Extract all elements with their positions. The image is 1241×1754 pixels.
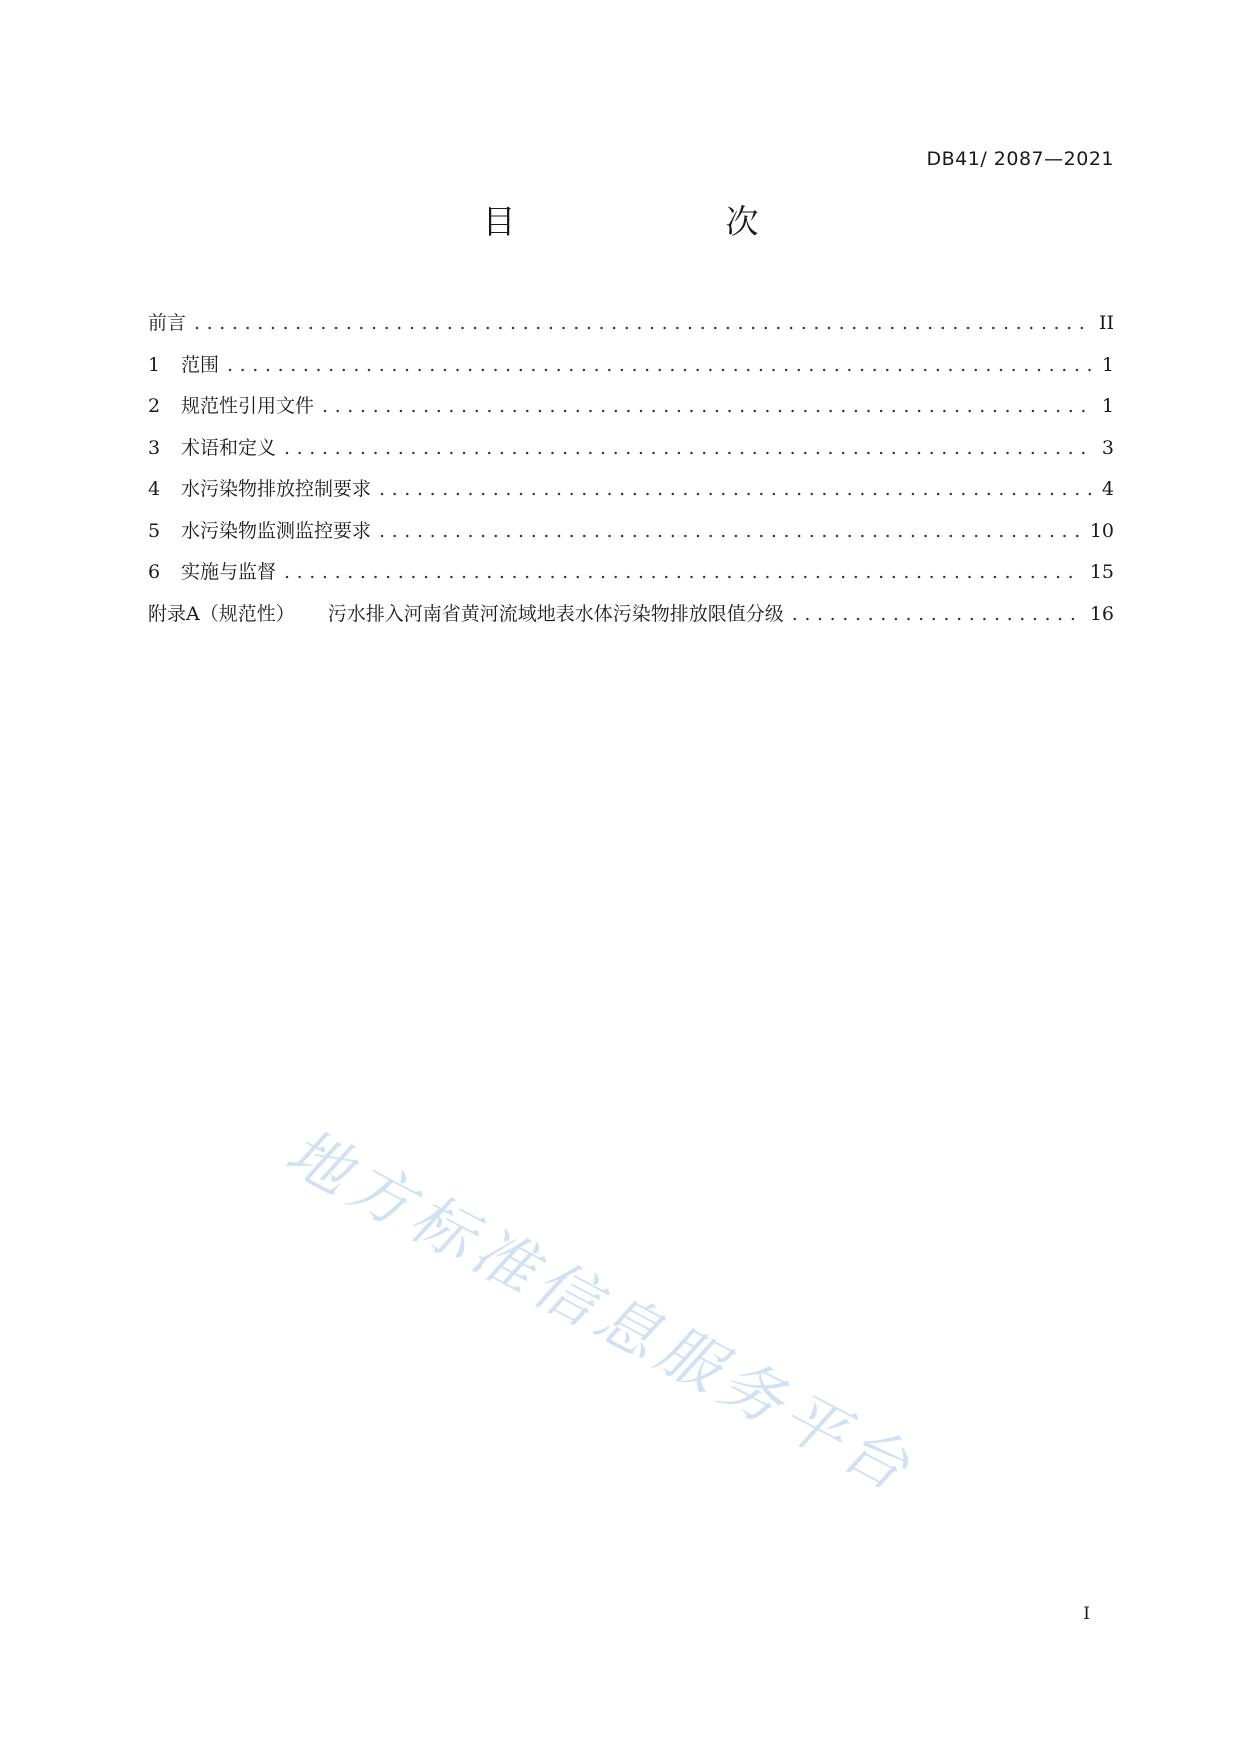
toc-leader-dots [284,561,1082,583]
toc-entry-page: 10 [1089,519,1114,542]
watermark: 地方标准信息服务平台 [274,1114,927,1508]
toc-entry-number: 2 [148,395,161,417]
toc-entry-number: 3 [148,436,161,459]
toc-entry-5[interactable] [148,516,1114,558]
toc-entry-prefix: 附录A（规范性） [148,602,295,625]
toc-entry-2[interactable] [148,391,1114,433]
toc-entry-page: 1 [1101,395,1114,417]
toc-leader-dots [792,603,1082,625]
document-code: DB41/ 2087—2021 [926,148,1114,170]
toc-entry-label: 范围 [181,353,220,376]
toc-entry-page: II [1098,312,1114,334]
toc-entry-page: 16 [1089,602,1114,625]
toc-entry-page: 3 [1101,436,1114,459]
toc-entry-page: 4 [1101,478,1114,500]
toc-leader-dots [284,437,1094,459]
toc-entry-number: 5 [148,519,161,542]
toc-entry-number: 4 [148,478,161,500]
toc-entry-label: 水污染物监测监控要求 [181,519,372,542]
toc-entry-label: 规范性引用文件 [181,395,315,417]
table-of-contents [148,308,1114,640]
toc-leader-dots [194,312,1091,334]
toc-entry-4[interactable] [148,474,1114,516]
toc-entry-label: 术语和定义 [181,436,277,459]
toc-leader-dots [379,520,1082,542]
page-title: 目 次 [482,202,807,241]
page-number: I [1083,1604,1090,1624]
toc-entry-label: 污水排入河南省黄河流域地表水体污染物排放限值分级 [327,602,784,625]
toc-entry-number: 1 [148,353,161,376]
toc-entry-page: 1 [1101,353,1114,376]
toc-entry-label: 前言 [148,312,187,334]
toc-leader-dots [379,478,1094,500]
toc-entry-appendix-a[interactable] [148,599,1114,641]
toc-leader-dots [227,354,1094,376]
toc-entry-6[interactable] [148,557,1114,599]
toc-entry-3[interactable] [148,433,1114,475]
toc-leader-dots [322,395,1094,417]
toc-entry-1[interactable] [148,350,1114,392]
toc-entry-number: 6 [148,561,161,583]
toc-entry-page: 15 [1089,561,1114,583]
toc-entry-label: 实施与监督 [181,561,277,583]
toc-entry-label: 水污染物排放控制要求 [181,478,372,500]
toc-entry-foreword[interactable] [148,308,1114,350]
